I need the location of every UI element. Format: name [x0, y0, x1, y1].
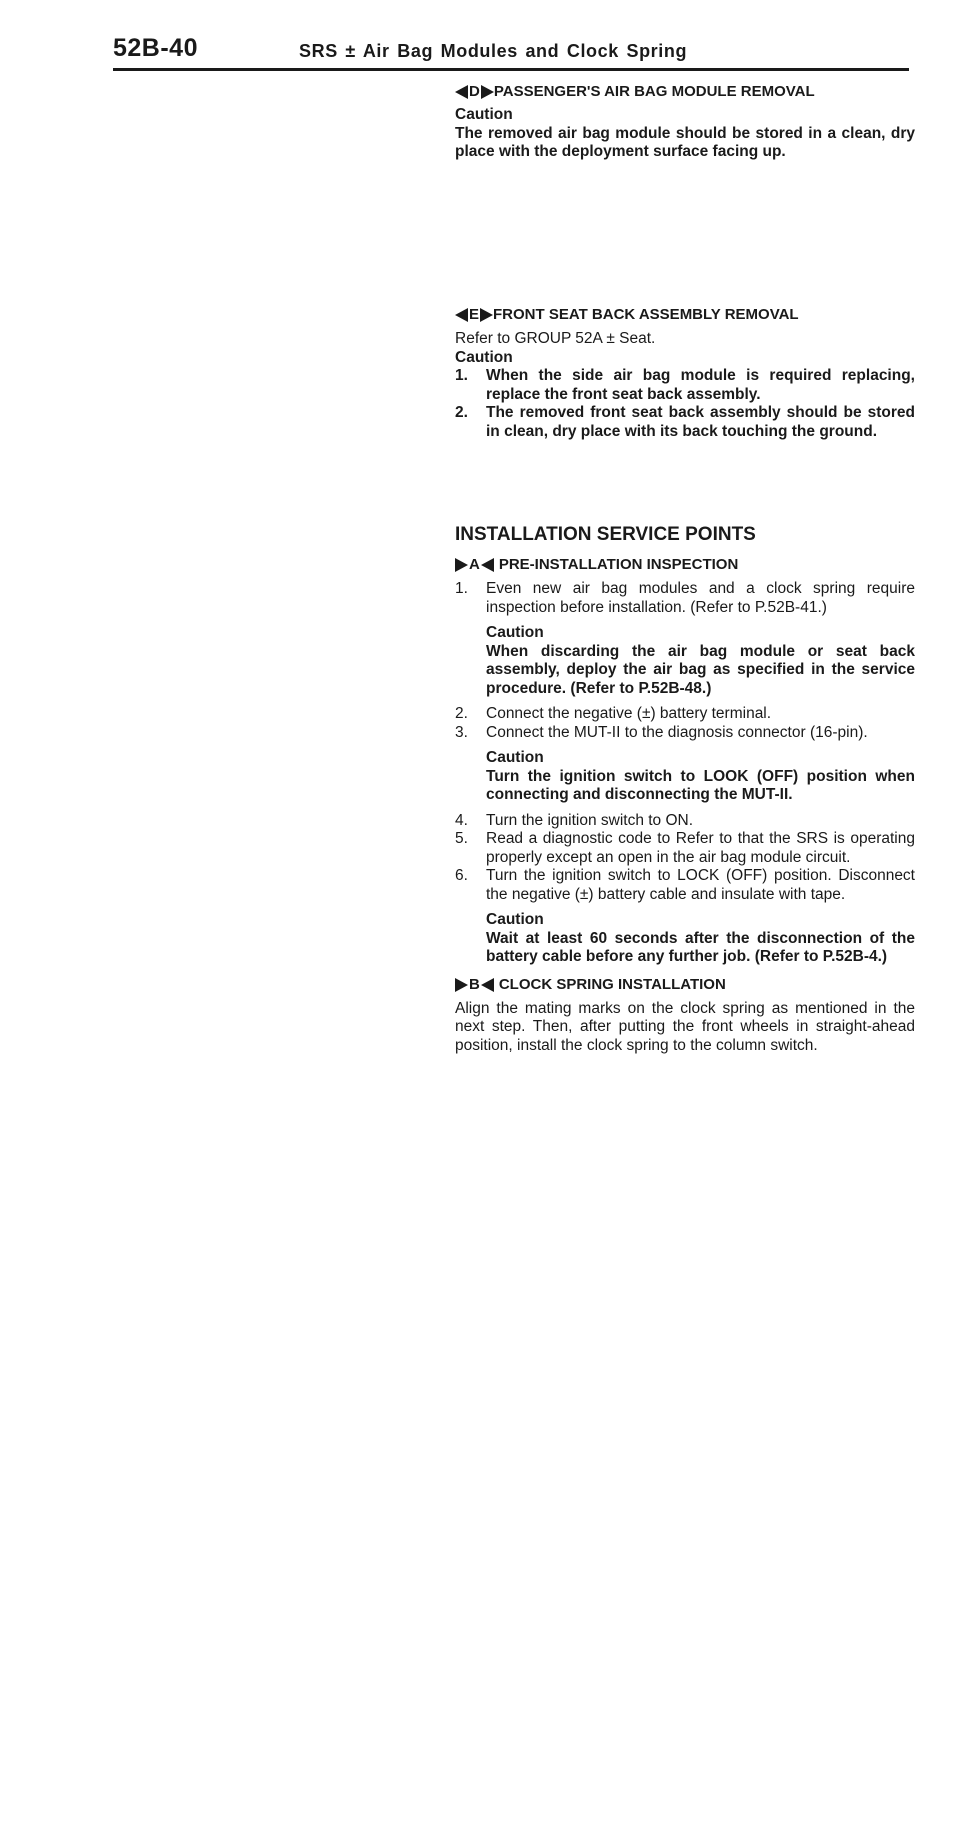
caution-text: When discarding the air bag module or seat back assembly, deploy the air bag as specified in the service procedure. (Refer to P.52B-48.)	[486, 642, 915, 697]
installation-title: INSTALLATION SERVICE POINTS	[455, 524, 756, 545]
right-triangle-icon	[455, 978, 468, 992]
caution-label: Caution	[486, 749, 544, 766]
step-text: Even new air bag modules and a clock spring require inspection before installation. (Refer to P.52B-41.)	[486, 580, 915, 616]
section-e-heading	[455, 305, 915, 325]
installation-service-points	[455, 523, 915, 1055]
section-a-heading	[455, 555, 915, 575]
caution-label: Caution	[455, 106, 513, 123]
right-triangle-icon	[480, 308, 493, 322]
section-e-seat-back-removal	[455, 305, 915, 441]
caution-label: Caution	[455, 348, 513, 366]
caution-text: The removed air bag module should be stored in a clean, dry place with the deployment surface facing up.	[455, 124, 915, 160]
caution-block	[455, 749, 915, 805]
left-triangle-icon	[455, 308, 468, 322]
step-item	[455, 812, 915, 831]
step-item	[455, 867, 915, 904]
step-text: Connect the negative (±) battery terminal.	[486, 705, 772, 722]
right-triangle-icon	[455, 558, 468, 572]
step-number: 2.	[455, 705, 468, 722]
section-b-heading	[455, 975, 915, 995]
page-number: 52B-40	[113, 34, 198, 62]
left-triangle-icon	[481, 978, 494, 992]
caution-block	[455, 911, 915, 967]
section-letter: A	[469, 556, 480, 573]
page-header	[113, 30, 909, 71]
step-number: 5.	[455, 830, 468, 847]
step-item	[455, 724, 915, 743]
step-text: Turn the ignition switch to ON.	[486, 811, 694, 829]
step-item	[455, 705, 915, 724]
step-text: Connect the MUT-II to the diagnosis connector (16-pin).	[486, 723, 868, 741]
caution-label: Caution	[486, 624, 544, 641]
caution-item	[455, 404, 915, 441]
left-triangle-icon	[455, 85, 468, 99]
refer-text: Refer to GROUP 52A ± Seat.	[455, 330, 656, 347]
caution-block	[455, 624, 915, 698]
section-letter: D	[469, 83, 480, 100]
page-header-title: SRS ± Air Bag Modules and Clock Spring	[299, 41, 688, 61]
caution-label: Caution	[486, 911, 544, 928]
step-number: 4.	[455, 811, 468, 829]
left-triangle-icon	[481, 558, 494, 572]
section-d-heading	[455, 82, 915, 102]
item-number: 2.	[455, 404, 468, 421]
item-number: 1.	[455, 367, 468, 384]
caution-text: Wait at least 60 seconds after the disconnection of the battery cable before any further job. (Refer to P.52B-4.)	[486, 929, 915, 965]
right-triangle-icon	[481, 85, 494, 99]
section-d-passenger-airbag-removal	[455, 82, 915, 162]
step-number: 6.	[455, 867, 468, 884]
step-number: 1.	[455, 580, 468, 597]
caution-text: Turn the ignition switch to LOOK (OFF) position when connecting and disconnecting the MUT-II.	[486, 767, 915, 803]
clock-spring-text: Align the mating marks on the clock spring as mentioned in the next step. Then, after putting the front wheels in straight-ahead position, install the clock spring to the column switch.	[455, 999, 915, 1054]
step-number: 3.	[455, 723, 468, 741]
section-a-title: PRE-INSTALLATION INSPECTION	[498, 556, 739, 573]
section-d-title: PASSENGER'S AIR BAG MODULE REMOVAL	[493, 83, 815, 100]
step-text: Turn the ignition switch to LOCK (OFF) position. Disconnect the negative (±) battery cable and insulate with tape.	[486, 867, 915, 903]
section-letter: B	[469, 975, 480, 993]
section-letter: E	[469, 306, 480, 323]
item-text: The removed front seat back assembly should be stored in clean, dry place with its back touching the ground.	[486, 404, 915, 440]
caution-item	[455, 367, 915, 404]
step-text: Read a diagnostic code to Refer to that the SRS is operating properly except an open in the air bag module circuit.	[486, 830, 915, 866]
item-text: When the side air bag module is required replacing, replace the front seat back assembly.	[486, 367, 915, 403]
step-item	[455, 830, 915, 867]
section-b-title: CLOCK SPRING INSTALLATION	[498, 975, 726, 993]
step-item	[455, 580, 915, 617]
section-e-title: FRONT SEAT BACK ASSEMBLY REMOVAL	[493, 306, 799, 323]
